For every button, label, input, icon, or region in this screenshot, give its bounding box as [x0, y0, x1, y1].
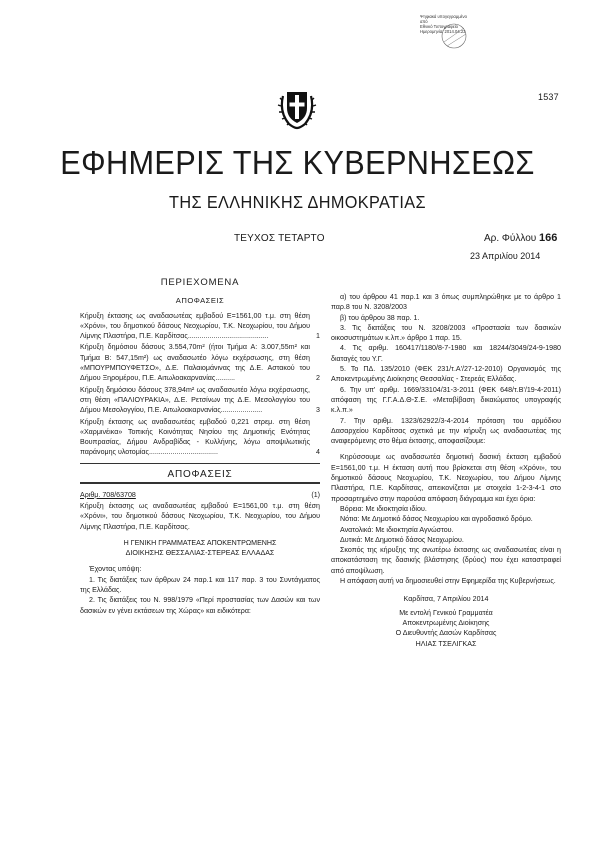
page-number: 1537: [538, 92, 559, 102]
stamp-text: Ψηφιακά υπογεγραμμένο από Εθνικό Τυπογραφείο Ημερομηνία: 2014.04.23: [420, 14, 467, 34]
toc-entry-page: 4: [316, 448, 320, 457]
sheet-label: Αρ. Φύλλου: [484, 233, 537, 244]
contents-section-title: ΑΠΟΦΑΣΕΙΣ: [175, 296, 225, 306]
boundary-east: Ανατολικά: Με ιδιοκτησία Αγνώστου.: [340, 525, 454, 534]
decision-index: (1): [311, 490, 320, 499]
right-column: [331, 292, 561, 649]
boundary-west: Δυτικά: Με Δημοτικό δάσος Νεοχωρίου.: [340, 535, 464, 544]
coat-of-arms-icon: [277, 86, 317, 130]
decision-ref-number: Αριθμ. 708/63708: [80, 490, 136, 499]
issue-type: ΤΕΥΧΟΣ ΤΕΤΑΡΤΟ: [234, 233, 325, 244]
having-regard: Έχοντας υπόψη:: [89, 565, 142, 574]
toc-entry-page: 3: [316, 406, 320, 415]
authority-line-2: ΔΙΟΙΚΗΣΗΣ ΘΕΣΣΑΛΙΑΣ-ΣΤΕΡΕΑΣ ΕΛΛΑΔΑΣ: [125, 549, 275, 558]
regard-item-2a: α) του άρθρου 41 παρ.1 και 3 όπως συμπληρώθηκε με το άρθρο 1 παρ.8 του Ν. 3208/2003: [331, 293, 561, 312]
signatory-name: ΗΛΙΑΣ ΤΣΕΛΙΓΚΑΣ: [415, 639, 477, 648]
boundary-south: Νότια: Με Δημοτικό δάσος Νεοχωρίου και αγροδασικό δρόμο.: [340, 515, 533, 524]
signature-line-3: Ο Διευθυντής Δασών Καρδίτσας: [395, 629, 497, 638]
regard-item-1: 1. Τις διατάξεις των άρθρων 24 παρ.1 και 117 παρ. 3 του Συντάγματος της Ελλάδας.: [80, 575, 320, 595]
authority-line-1: Η ΓΕΝΙΚΗ ΓΡΑΜΜΑΤΕΑΣ ΑΠΟΚΕΝΤΡΩΜΕΝΗΣ: [123, 538, 277, 547]
purpose-paragraph: Σκοπός της κήρυξης της ανωτέρω έκτασης ως αναδασωτέας είναι η αποκατάσταση της δασικής βλάστησης (δρύος) που έχει καταστραφεί από αποψίλωση.: [331, 546, 561, 575]
signature-line-1: Με εντολή Γενικού Γραμματέα: [399, 608, 493, 617]
regard-item-3: 3. Τις διατάξεις του Ν. 3208/2003 «Προστασία των δασικών οικοσυστημάτων κ.λπ.» άρθρο 1 παρ. 15.: [331, 323, 561, 343]
toc-entry-text: Κήρυξη δημόσιου δάσους 3.554,70m² (ήτοι Τμήμα Α: 3.007,55m² και Τμήμα Β: 547,15m²) ως αναδασωτέο λόγω εκχέρσωσης, στη θέση «ΜΠΟΥΡΜΠΟΥΦΕΤΣΟ», Δ.Ε. Παλαιομάνινας της Δ.Ε. Αστακού του Δήμου Ξηρομέρου, Π.Ε. Αιτωλοακαρνανίας..........: [80, 343, 310, 383]
toc-entry-text: Κήρυξη έκτασης ως αναδασωτέας εμβαδού 0,221 στρεμ. στη θέση «Χαρμινέικα» Τοπικής Κοινότητας Νησίου της Δημοτικής Ενότητας Βουπρασίας, Δήμου Ανδραβίδας - Κυλλήνης, λόγω αποψιλωτικής παράνομης υλοτομίας...................................: [80, 417, 310, 457]
decision-reference: [80, 490, 320, 500]
regard-item-2: 2. Τις διατάξεις του Ν. 998/1979 «Περί προστασίας των Δασών και των δασικών εν γένει εκτάσεων της Χώρας» και ειδικότερα:: [80, 596, 320, 615]
decree-paragraph: Κηρύσσουμε ως αναδασωτέα δημοτική δασική έκταση εμβαδού Ε=1561,00 τ.μ. Η έκταση αυτή που βρίσκεται στη θέση «Χρόνι», του δημοτικού δάσους Νεοχωρίου, Τ.Κ. Νεοχωρίου, του Δήμου Λίμνης Πλαστήρα, Π.Ε. Καρδίτσας, απεικονίζεται με στοιχεία 1-2-3-4-1 στο προσαρτημένο στην παρούσα απόφαση διάγραμμα και έχει όρια:: [331, 453, 561, 503]
toc-entry-page: 1: [316, 332, 320, 341]
toc-entry[interactable]: [80, 417, 320, 458]
regard-item-6: 6. Την υπ' αριθμ. 1669/33104/31-3-2011 (ΦΕΚ 648/τ.Β'/19-4-2011) απόφαση της Γ.Γ.Α.Δ.Θ-Σ.Ε. «Μεταβίβαση δικαιώματος υπογραφής κ.λ.π.»: [331, 385, 561, 415]
regard-item-4: 4. Τις αριθμ. 160417/1180/8-7-1980 και 18244/3049/24-9-1980 διαταγές του Υ.Γ.: [331, 344, 561, 363]
left-column: [80, 278, 320, 616]
sheet-number-value: 166: [539, 232, 558, 244]
issue-date: 23 Απριλίου 2014: [470, 251, 541, 261]
decision-heading: Κήρυξη έκτασης ως αναδασωτέας εμβαδού Ε=1561,00 τ.μ. στη θέση «Χρόνι», του δημοτικού δάσους Νεοχωρίου, Τ.Κ. Νεοχωρίου, του Δήμου Λίμνης Πλαστήρα, Π.Ε. Καρδίτσας.: [80, 501, 320, 531]
regard-item-2b: β) του άρθρου 38 παρ. 1.: [340, 313, 420, 322]
decisions-title: ΑΠΟΦΑΣΕΙΣ: [167, 469, 233, 481]
section-divider: [80, 463, 320, 464]
toc-entry-page: 2: [316, 374, 320, 383]
toc-entry[interactable]: [80, 342, 320, 383]
section-divider: [80, 482, 320, 483]
contents-title: ΠΕΡΙΕΧΟΜΕΝΑ: [160, 277, 240, 288]
regard-item-7: 7. Την αριθμ. 1323/62922/3-4-2014 πρόταση του αρμόδιου Δασαρχείου Καρδίτσας σχετικά με την κήρυξη ως αναδασωτέας της αναφερόμενης στο θέμα έκτασης, αποφασίζουμε:: [331, 416, 561, 446]
sheet-number: [484, 232, 557, 244]
signature-line-2: Αποκεντρωμένης Διοίκησης: [402, 618, 490, 627]
signature-place-date: Καρδίτσα, 7 Απριλίου 2014: [403, 595, 489, 604]
toc-entry[interactable]: [80, 385, 320, 416]
gazette-title: ΕΦΗΜΕΡΙΣ ΤΗΣ ΚΥΒΕΡΝΗΣΕΩΣ: [60, 144, 535, 181]
publish-paragraph: Η απόφαση αυτή να δημοσιευθεί στην Εφημερίδα της Κυβερνήσεως.: [340, 577, 556, 586]
digital-signature-stamp: [420, 14, 482, 72]
gazette-subtitle: ΤΗΣ ΕΛΛΗΝΙΚΗΣ ΔΗΜΟΚΡΑΤΙΑΣ: [169, 192, 426, 212]
boundary-north: Βόρεια: Με ιδιοκτησία ιδίου.: [340, 504, 427, 513]
regard-item-5: 5. Το ΠΔ. 135/2010 (ΦΕΚ 231/τ.Α'/27-12-2010) Οργανισμός της Αποκεντρωμένης Διοίκησης Θεσσαλίας - Στερεάς Ελλάδας.: [331, 365, 561, 384]
toc-entry[interactable]: [80, 311, 320, 342]
toc-entry-text: Κήρυξη έκτασης ως αναδασωτέας εμβαδού Ε=1561,00 τ.μ. στη θέση «Χρόνι», του δημοτικού δάσους Νεοχωρίου, Τ.Κ. Νεοχωρίου, του Δήμου Λίμνης Πλαστήρα, Π.Ε. Καρδίτσας.........................................: [80, 311, 310, 341]
toc-entry-text: Κήρυξη δημόσιου δάσους 378,94m² ως αναδασωτέο λόγω εκχέρσωσης, στη θέση «ΠΑΛΙΟΥΡΑΚΙΑ», Δ.Ε. Ρετσίνων της Δ.Ε. Μεσολογγίου του Δήμου Μεσολογγίου, Π.Ε. Αιτωλοακαρνανίας.....................: [80, 385, 310, 415]
